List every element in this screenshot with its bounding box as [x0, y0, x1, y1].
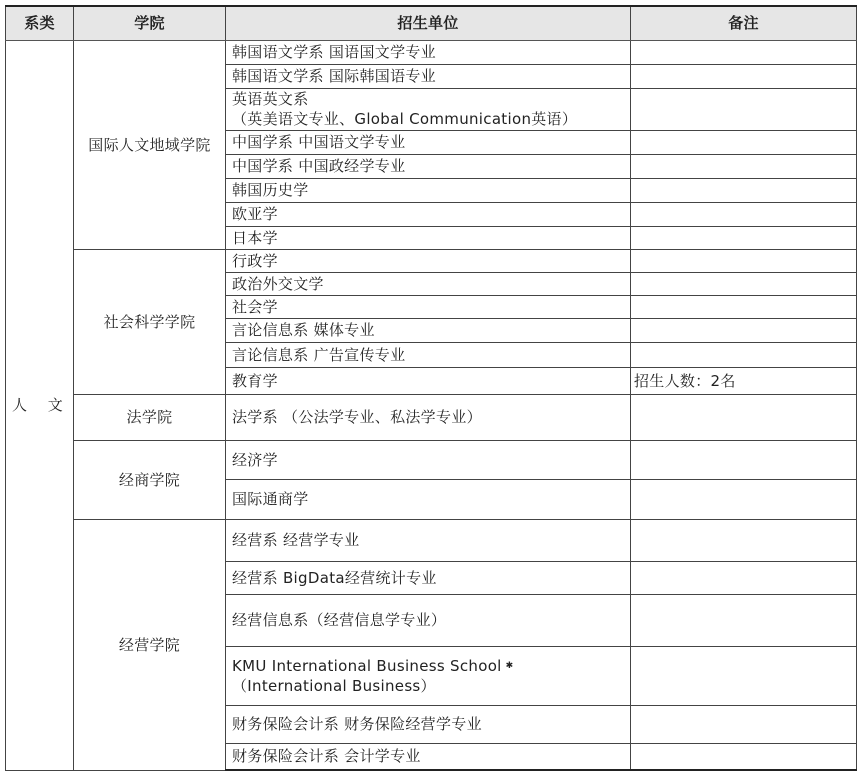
unit-cell: 韩国语文学系 国语国文学专业 — [226, 40, 631, 64]
unit-cell: 国际通商学 — [226, 479, 631, 519]
table-row — [6, 440, 857, 479]
unit-cell: 言论信息系 媒体专业 — [226, 318, 631, 342]
unit-cell: 政治外交文学 — [226, 272, 631, 295]
note-cell — [631, 226, 857, 249]
unit-cell: 社会学 — [226, 295, 631, 318]
note-cell — [631, 295, 857, 318]
unit-cell: 经济学 — [226, 440, 631, 479]
note-cell — [631, 743, 857, 770]
note-cell-quota: 招生人数：2名 — [631, 367, 857, 394]
note-cell — [631, 440, 857, 479]
note-cell — [631, 64, 857, 88]
unit-cell: 欧亚学 — [226, 202, 631, 226]
unit-cell: 财务保险会计系 会计学专业 — [226, 743, 631, 770]
unit-cell: 韩国历史学 — [226, 178, 631, 202]
admission-units-table — [5, 5, 857, 771]
note-cell — [631, 249, 857, 272]
unit-line: （英美语文专业、Global Communication英语） — [232, 110, 578, 128]
unit-line: （International Business） — [232, 676, 436, 695]
unit-line-text: KMU International Business School — [232, 656, 502, 675]
note-cell — [631, 594, 857, 646]
unit-cell: 韩国语文学系 国际韩国语专业 — [226, 64, 631, 88]
note-cell — [631, 479, 857, 519]
unit-cell: 言论信息系 广告宣传专业 — [226, 342, 631, 367]
table-row — [6, 249, 857, 272]
note-cell — [631, 130, 857, 154]
note-cell — [631, 40, 857, 64]
header-row — [6, 6, 857, 40]
unit-cell: 法学系 （公法学专业、私法学专业） — [226, 394, 631, 440]
college-cell-intl: 国际人文地域学院 — [74, 40, 226, 249]
unit-cell: 教育学 — [226, 367, 631, 394]
unit-cell — [226, 646, 631, 705]
unit-cell: 经营信息系（经营信息学专业） — [226, 594, 631, 646]
note-cell — [631, 318, 857, 342]
note-cell — [631, 202, 857, 226]
note-cell — [631, 561, 857, 594]
header-note: 备注 — [631, 6, 857, 40]
note-cell — [631, 88, 857, 130]
unit-cell: 中国学系 中国语文学专业 — [226, 130, 631, 154]
table-row — [6, 519, 857, 561]
header-college: 学院 — [74, 6, 226, 40]
unit-cell: 行政学 — [226, 249, 631, 272]
unit-line — [232, 656, 624, 676]
unit-cell: 财务保险会计系 财务保险经营学专业 — [226, 705, 631, 743]
header-category: 系类 — [6, 6, 74, 40]
note-cell — [631, 394, 857, 440]
table-row — [6, 394, 857, 440]
unit-cell: 中国学系 中国政经学专业 — [226, 154, 631, 178]
college-cell-law: 法学院 — [74, 394, 226, 440]
note-cell — [631, 154, 857, 178]
note-cell — [631, 178, 857, 202]
unit-cell — [226, 88, 631, 130]
table-row — [6, 40, 857, 64]
note-cell — [631, 272, 857, 295]
unit-cell: 经营系 BigData经营统计专业 — [226, 561, 631, 594]
note-cell — [631, 646, 857, 705]
category-cell: 人 文 — [6, 40, 74, 770]
asterisk-mark-icon: ✱ — [505, 660, 514, 671]
header-unit: 招生单位 — [226, 6, 631, 40]
note-cell — [631, 519, 857, 561]
note-cell — [631, 342, 857, 367]
note-cell — [631, 705, 857, 743]
unit-cell: 日本学 — [226, 226, 631, 249]
unit-line: 英语英文系 — [232, 90, 309, 108]
college-cell-econ: 经商学院 — [74, 440, 226, 519]
college-cell-biz: 经营学院 — [74, 519, 226, 770]
unit-cell: 经营系 经营学专业 — [226, 519, 631, 561]
college-cell-social: 社会科学学院 — [74, 249, 226, 394]
